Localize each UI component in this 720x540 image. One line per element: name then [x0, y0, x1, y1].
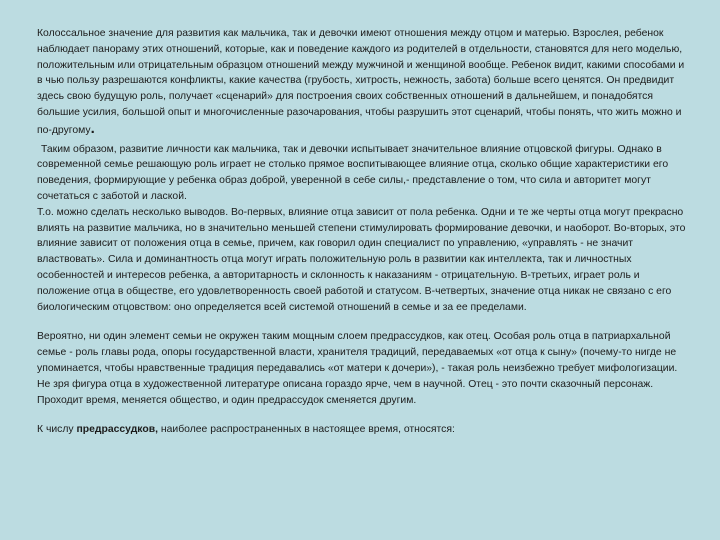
spacer: [37, 408, 687, 422]
paragraph-end-mark: .: [90, 119, 95, 137]
spacer: [37, 315, 687, 329]
intro-prefix: К числу: [37, 424, 77, 436]
paragraph-prejudices-list-intro: [37, 422, 687, 438]
intro-bold-term: предрассудков,: [76, 424, 158, 436]
intro-suffix: наиболее распространенных в настоящее время, относятся:: [157, 424, 455, 436]
paragraph-parent-relationships: [37, 26, 687, 139]
paragraph-parent-relationships-text: Колоссальное значение для развития как мальчика, так и девочки имеют отношения между отцом и матерью. Взрослея, ребенок наблюдает панораму этих отношений, которые, как и поведение каждого из родителей в отдельности, становятся для него моделью, положительным или отрицательным образцом отношений между мужчиной и женщиной вообще. Ребенок видит, какими способами и в чью пользу разрешаются конфликты, какие качества (грубость, хитрость, нежность, забота) больше всего ценятся. Он предвидит здесь свою будущую роль, получает «сценарий» для построения своих собственных отношений в дальнейшем, и понадобятся большие усилия, большой опыт и многочисленные разочарования, чтобы разрушить этот сценарий, чтобы понять, что жить можно и по-другому: [37, 28, 685, 136]
paragraph-prejudices: Вероятно, ни один элемент семьи не окружен таким мощным слоем предрассудков, как отец. Особая роль отца в патриархальной семье - роль главы рода, опоры государственной власти, хранителя традиций, передаваемых «от отца к сыну» (почему-то нигде не упоминается, чтобы нравственные традиция передавались «от матери к дочери»), - такая роль неизбежно требует мифологизации. Не зря фигура отца в художественной литературе описана гораздо ярче, чем в научной. Отец - это почти сказочный персонаж. Проходит время, меняется общество, и один предрассудок сменяется другим.: [37, 331, 678, 406]
paragraph-conclusions: Т.о. можно сделать несколько выводов. Во-первых, влияние отца зависит от пола ребенка. Одни и те же черты отца могут прекрасно влиять на развитие мальчика, но в значительно меньшей степени стимулировать формирование девочки, и наоборот. Во-вторых, это влияние зависит от положения отца в семье, причем, как говорил один специалист по управлению, «управлять - не значит властвовать». Сила и доминантность отца могут играть положительную роль в развитии как интеллекта, так и личностных особенностей и интересов ребенка, а авторитарность и склонность к наказаниям - отрицательную. В-третьих, играет роль и положение отца в обществе, его удовлетворенность своей работой и статусом. В-четвертых, значение отца никак не связано с его биологическим отцовством: оно определяется всей системой отношений в семье и за ее пределами.: [37, 206, 686, 313]
slide-text-body: [37, 26, 687, 438]
paragraph-father-figure: Таким образом, развитие личности как мальчика, так и девочки испытывает значительное влияние отцовской фигуры. Однако в современной семье решающую роль играет не столько прямое воспитывающее влияние отца, сколько общие характеристики его поведения, формирующие у ребенка образ доброй, уверенной в себе силы,- представление о том, что сила и авторитет могут сочетаться с заботой и лаской.: [37, 143, 669, 202]
